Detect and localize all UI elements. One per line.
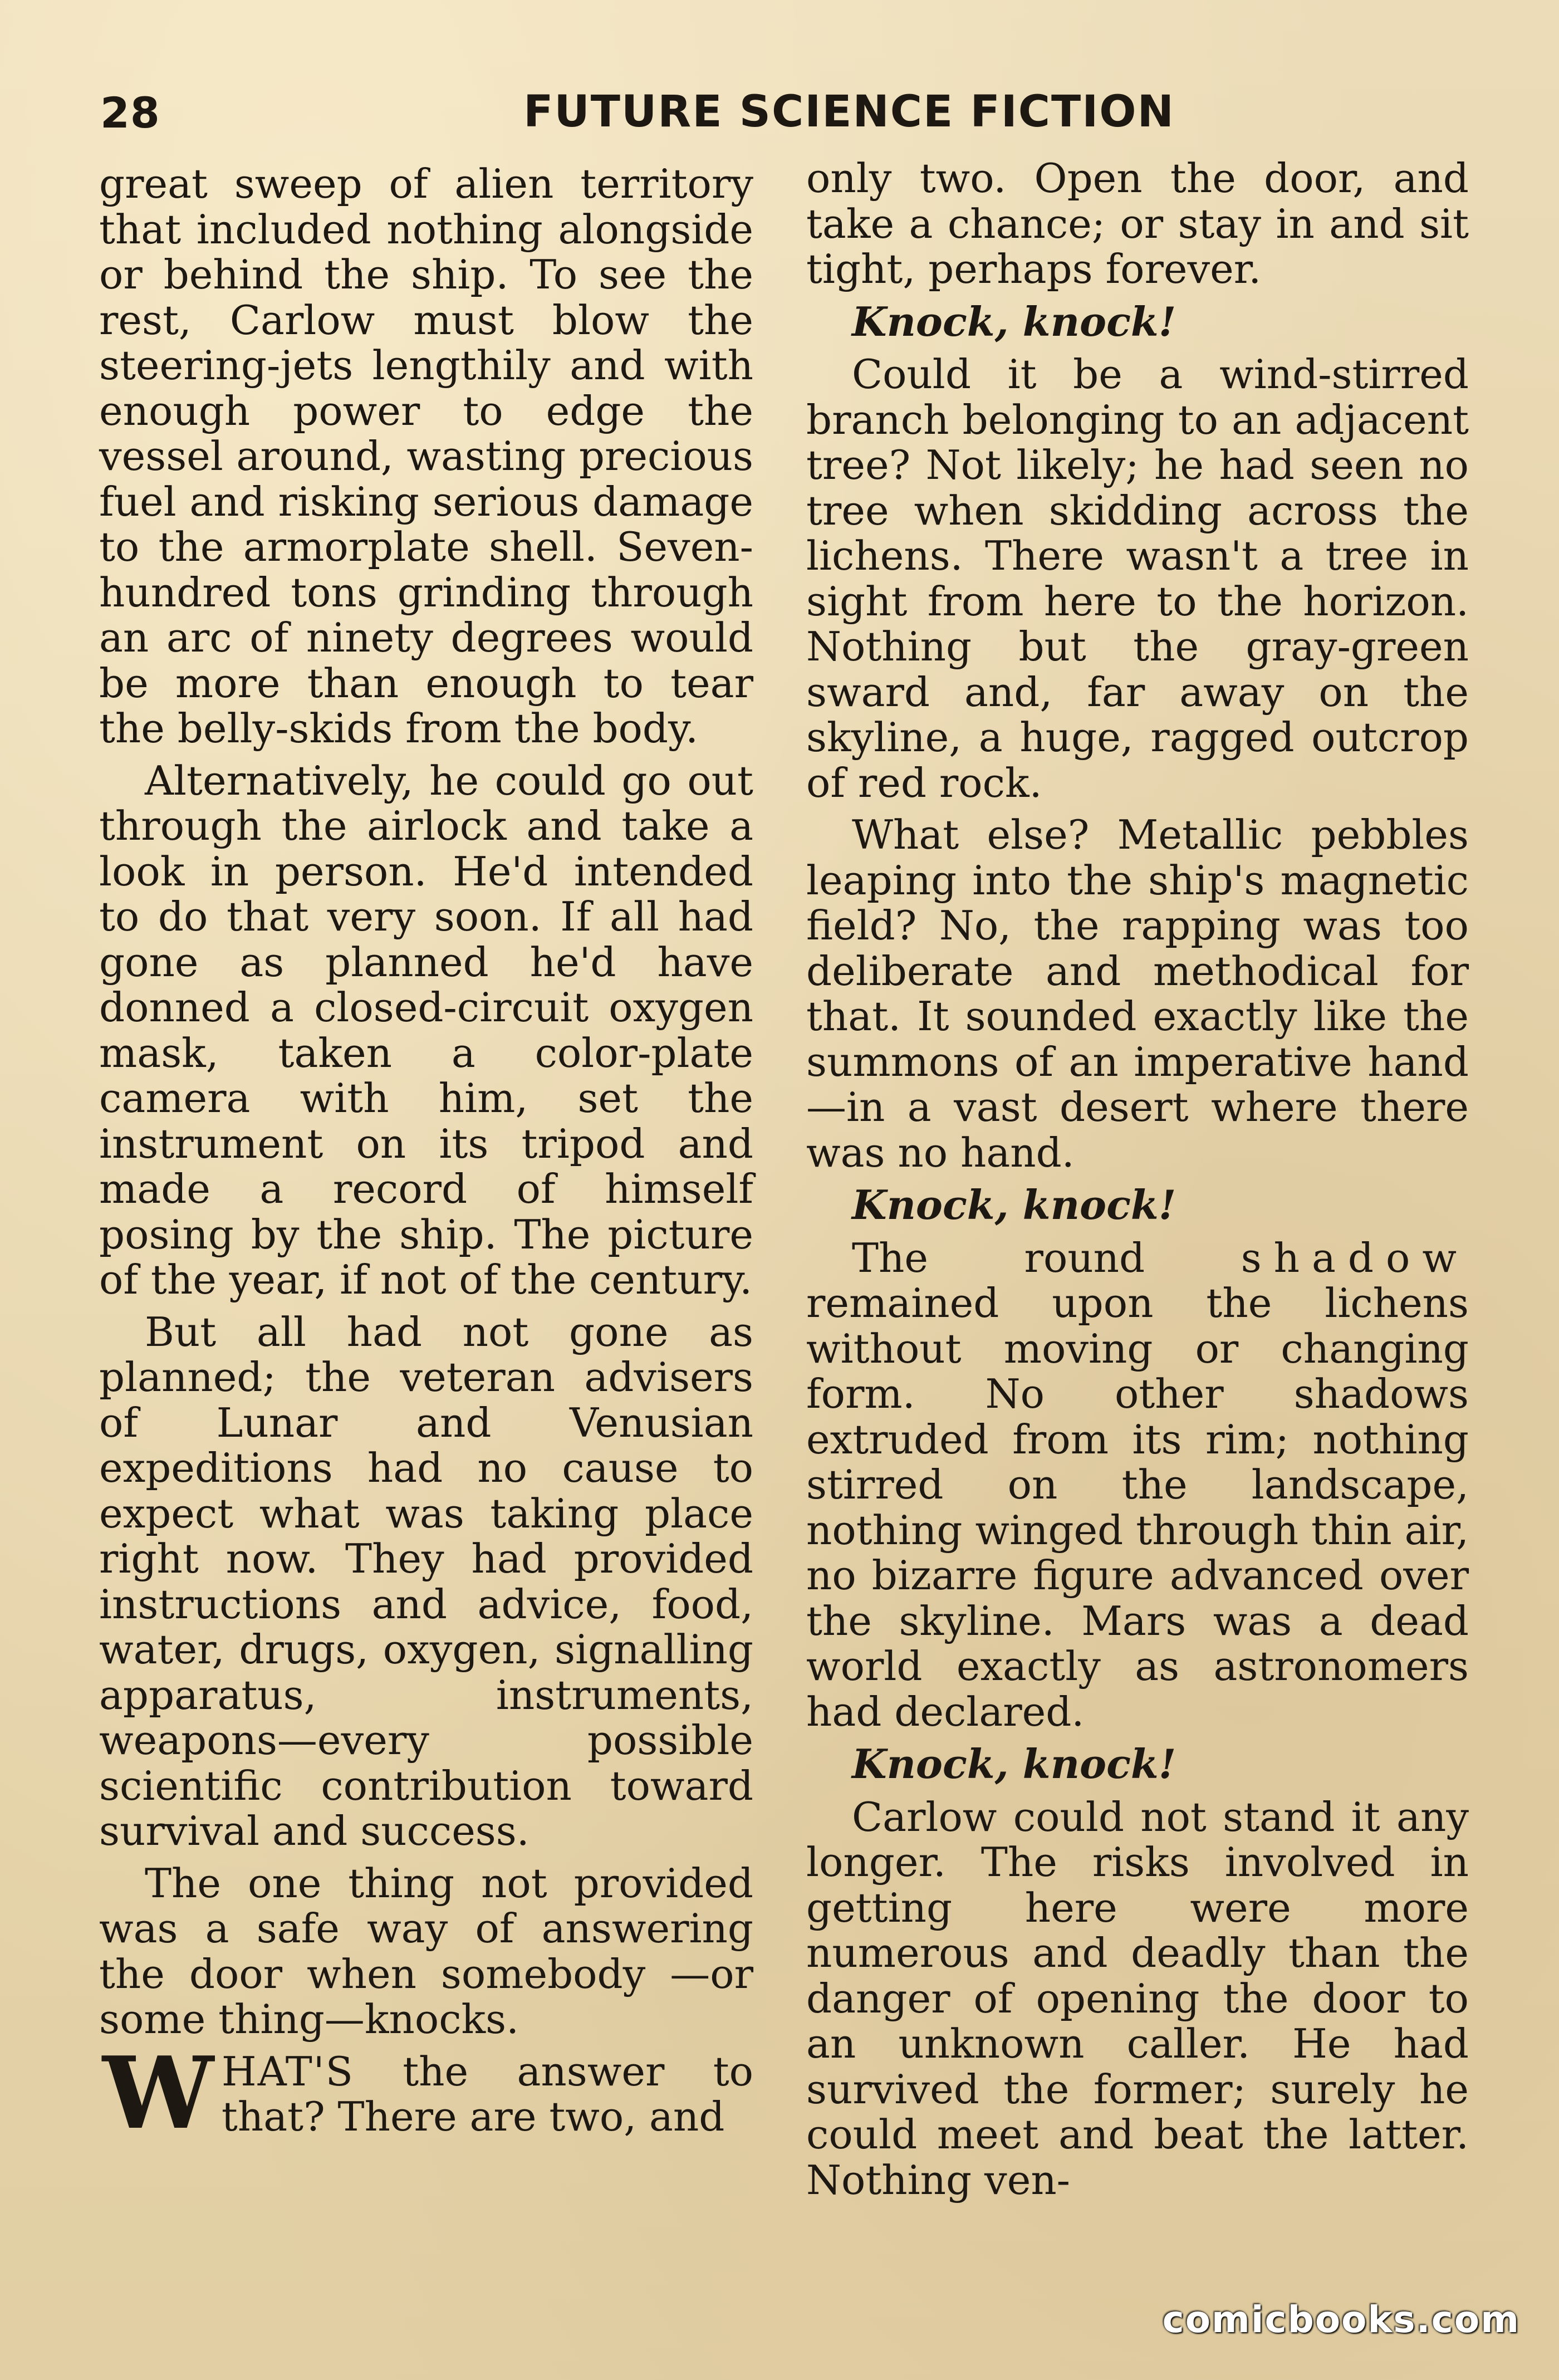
paragraph [806,1236,1469,1735]
paragraph-text: the answer to that? There are two, and [221,2048,753,2140]
paragraph: The one thing not provided was a safe way of answering the door when somebody —or some thing—knocks. [99,1859,753,2043]
paragraph: Alternatively, he could go out through the airlock and take a look in person. He'd intended to do that very soon. If all had gone as planned he'd have donned a closed-circuit oxygen mask, taken a color-plate camera with him, set the instrument on its tripod and made a record of himself posing by the ship. The picture of the year, if not of the century. [99,757,753,1303]
page-header [95,84,1464,145]
paragraph: Could it be a wind-stirred branch belonging to an adjacent tree? Not likely; he had seen no tree when skidding across the lichens. There wasn't a tree in sight from here to the horizon. Nothing but the gray-green sward and, far away on the skyline, a huge, ragged outcrop of red rock. [806,351,1469,806]
paragraph-lead: The round [852,1234,1241,1281]
paragraph: But all had not gone as planned; the veteran advisers of Lunar and Venusian expeditions had no cause to expect what was taking place right now. They had provided instructions and advice, food, water, drugs, oxygen, signalling apparatus, instruments, weapons—every possible scientific contribution toward survival and success. [99,1308,753,1854]
paragraph: Carlow could not stand it any longer. The risks involved in getting here were more numerous and deadly than the danger of opening the door to an unknown caller. He had survived the former; surely he could meet and beat the latter. Nothing ven- [806,1793,1469,2203]
paragraph: great sweep of alien territory that included nothing alongside or behind the ship. To see the rest, Carlow must blow the steering-jets lengthily and with enough power to edge the vessel around, wasting precious fuel and risking serious damage to the armorplate shell. Seven-hundred tons grinding through an arc of ninety degrees would be more than enough to tear the belly-skids from the body. [99,160,753,752]
section-opening-paragraph [99,2034,753,2151]
site-watermark: comicbooks.com [1162,2298,1520,2341]
knock-line: Knock, knock! [852,1740,1176,1788]
knock-line: Knock, knock! [852,1181,1176,1228]
page-number: 28 [100,88,160,138]
spaced-word: shadow [1241,1234,1469,1281]
knock-line: Knock, knock! [852,297,1176,345]
paragraph: What else? Metallic pebbles leaping into the ship's magnetic field? No, the rapping was too deliberate and methodical for that. It sounded exactly like the summons of an imperative hand—in a vast desert where there was no hand. [806,811,1469,1176]
right-column [806,156,1469,2210]
paragraph-text: remained upon the lichens without moving or changing form. No other shadows extruded from its rim; nothing stirred on the landscape, nothing winged through thin air, no bizarre figure advanced over the skyline. Mars was a dead world exactly as astronomers had declared. [806,1280,1469,1735]
drop-cap: W [102,2034,214,2151]
running-head: FUTURE SCIENCE FICTION [523,87,1175,137]
paragraph: only two. Open the door, and take a chance; or stay in and sit tight, perhaps forever. [806,155,1469,292]
lead-word: HAT'S [221,2048,354,2095]
left-column [99,160,753,2151]
